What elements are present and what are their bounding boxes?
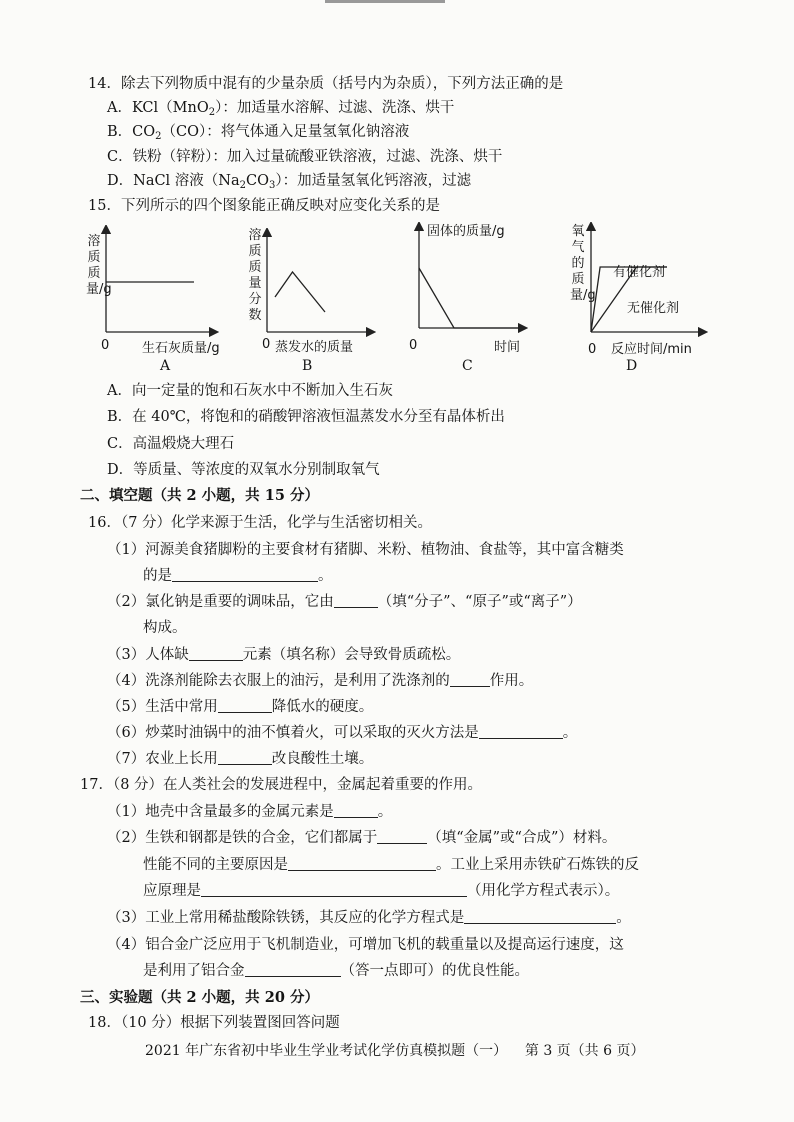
answer-blank[interactable] [334,593,378,608]
q16-part1-cont: 的是 。 [143,568,333,584]
q14-stem: 14．除去下列物质中混有的少量杂质（括号内为杂质），下列方法正确的是 [88,76,564,92]
graph-b-ylabel: 溶质质量分数 [248,228,262,323]
answer-blank[interactable] [450,672,490,687]
q16-part2: （2）氯化钠是重要的调味品，它由 （填“分子”、“原子”或“离子”） [107,594,582,610]
answer-blank[interactable] [189,646,243,661]
graph-c-xlabel: 时间 [494,340,521,355]
graph-a-ylabel: 溶质质量/g [86,234,112,297]
q16-part3: （3）人体缺 元素（填名称）会导致骨质疏松。 [107,647,461,663]
answer-blank[interactable] [201,882,467,897]
answer-blank[interactable] [218,750,272,765]
q16-stem: 16．（7 分）化学来源于生活，化学与生活密切相关。 [88,515,433,531]
graph-b-letter: B [302,358,313,374]
graph-c-line [419,268,519,328]
answer-blank[interactable] [218,698,272,713]
graph-b-origin: 0 [262,337,271,352]
q17-part2-cont: 性能不同的主要原因是 。工业上采用赤铁矿石炼铁的反 [143,857,639,873]
graph-d-ylabel: 氧气的质量/g [570,224,596,303]
q14-option-a: A．KCl（MnO$_2$）：加适量水溶解、过滤、洗涤、烘干 [107,100,455,118]
graph-a-xlabel: 生石灰质量/g [142,341,220,356]
q17-part4-cont: 是利用了铝合金 （答一点即可）的优良性能。 [143,963,529,979]
graph-b [261,228,376,340]
answer-blank[interactable] [377,829,427,844]
graph-c [413,222,528,336]
graph-d-letter: D [626,358,638,374]
q17-part3: （3）工业上常用稀盐酸除铁锈，其反应的化学方程式是 。 [107,910,631,926]
answer-blank[interactable] [288,856,436,871]
graph-a-letter: A [160,358,171,374]
q15-option-c: C．高温煅烧大理石 [107,436,235,452]
q15-option-b: B．在 40℃，将饱和的硝酸钾溶液恒温蒸发水分至有晶体析出 [107,409,505,425]
q15-stem: 15．下列所示的四个图象能正确反映对应变化关系的是 [88,198,440,214]
graph-a [100,225,220,340]
q14-option-b: B．$CO_2(CO)$：将气体通入足量氢氧化钠溶液 [107,124,410,142]
graph-c-origin: 0 [409,338,418,353]
graph-b-xlabel: 蒸发水的质量 [275,340,354,355]
graph-d-origin: 0 [588,342,597,357]
graph-c-letter: C [462,358,473,374]
graph-d [585,222,710,340]
graph-c-ylabel: 固体的质量/g [427,224,505,239]
q17-stem: 17．（8 分）在人类社会的发展进程中，金属起着重要的作用。 [80,777,483,793]
answer-blank[interactable] [334,803,378,818]
section-2-heading: 二、填空题（共 2 小题，共 15 分） [80,487,319,504]
graph-a-origin: 0 [101,338,110,353]
graph-d-series2: 无催化剂 [627,301,680,316]
q17-part2: （2）生铁和钢都是铁的合金，它们都属于 （填“金属”或“合成”）材料。 [107,830,617,846]
top-border [325,0,445,3]
q16-part1: （1）河源美食猪脚粉的主要食材有猪脚、米粉、植物油、食盐等，其中富含糖类 [107,542,624,558]
q14-option-d: D．NaCl 溶液$(Na_2CO_3)$：加适量氢氧化钙溶液，过滤 [107,173,472,191]
q17-part4: （4）铝合金广泛应用于飞机制造业，可增加飞机的载重量以及提高运行速度，这 [107,937,624,953]
page-footer: 2021 年广东省初中毕业生学业考试化学仿真模拟题（一） 第 3 页（共 6 页） [145,1043,645,1059]
q15-option-a: A．向一定量的饱和石灰水中不断加入生石灰 [107,383,393,399]
q16-part6: （6）炒菜时油锅中的油不慎着火，可以采取的灭火方法是 。 [107,725,578,741]
q17-part1: （1）地壳中含量最多的金属元素是 。 [107,804,393,820]
q18-stem: 18．（10 分）根据下列装置图回答问题 [88,1015,340,1031]
answer-blank[interactable] [245,962,341,977]
q16-part4: （4）洗涤剂能除去衣服上的油污，是利用了洗涤剂的 作用。 [107,673,534,689]
q17-part2-cont2: 应原理是 （用化学方程式表示）。 [143,883,620,899]
q15-option-d: D．等质量、等浓度的双氧水分别制取氧气 [107,462,380,478]
q14-option-c: C．铁粉（锌粉）：加入过量硫酸亚铁溶液，过滤、洗涤、烘干 [107,149,503,165]
answer-blank[interactable] [172,567,318,582]
section-3-heading: 三、实验题（共 2 小题，共 20 分） [80,989,319,1006]
answer-blank[interactable] [464,909,616,924]
q16-part7: （7）农业上长用 改良酸性土壤。 [107,751,374,767]
graph-b-line [275,272,325,312]
graph-d-xlabel: 反应时间/min [611,342,692,357]
q16-part5: （5）生活中常用 降低水的硬度。 [107,699,374,715]
answer-blank[interactable] [479,724,563,739]
graph-d-series1: 有催化剂 [613,265,666,280]
q16-part2-cont: 构成。 [143,620,187,636]
